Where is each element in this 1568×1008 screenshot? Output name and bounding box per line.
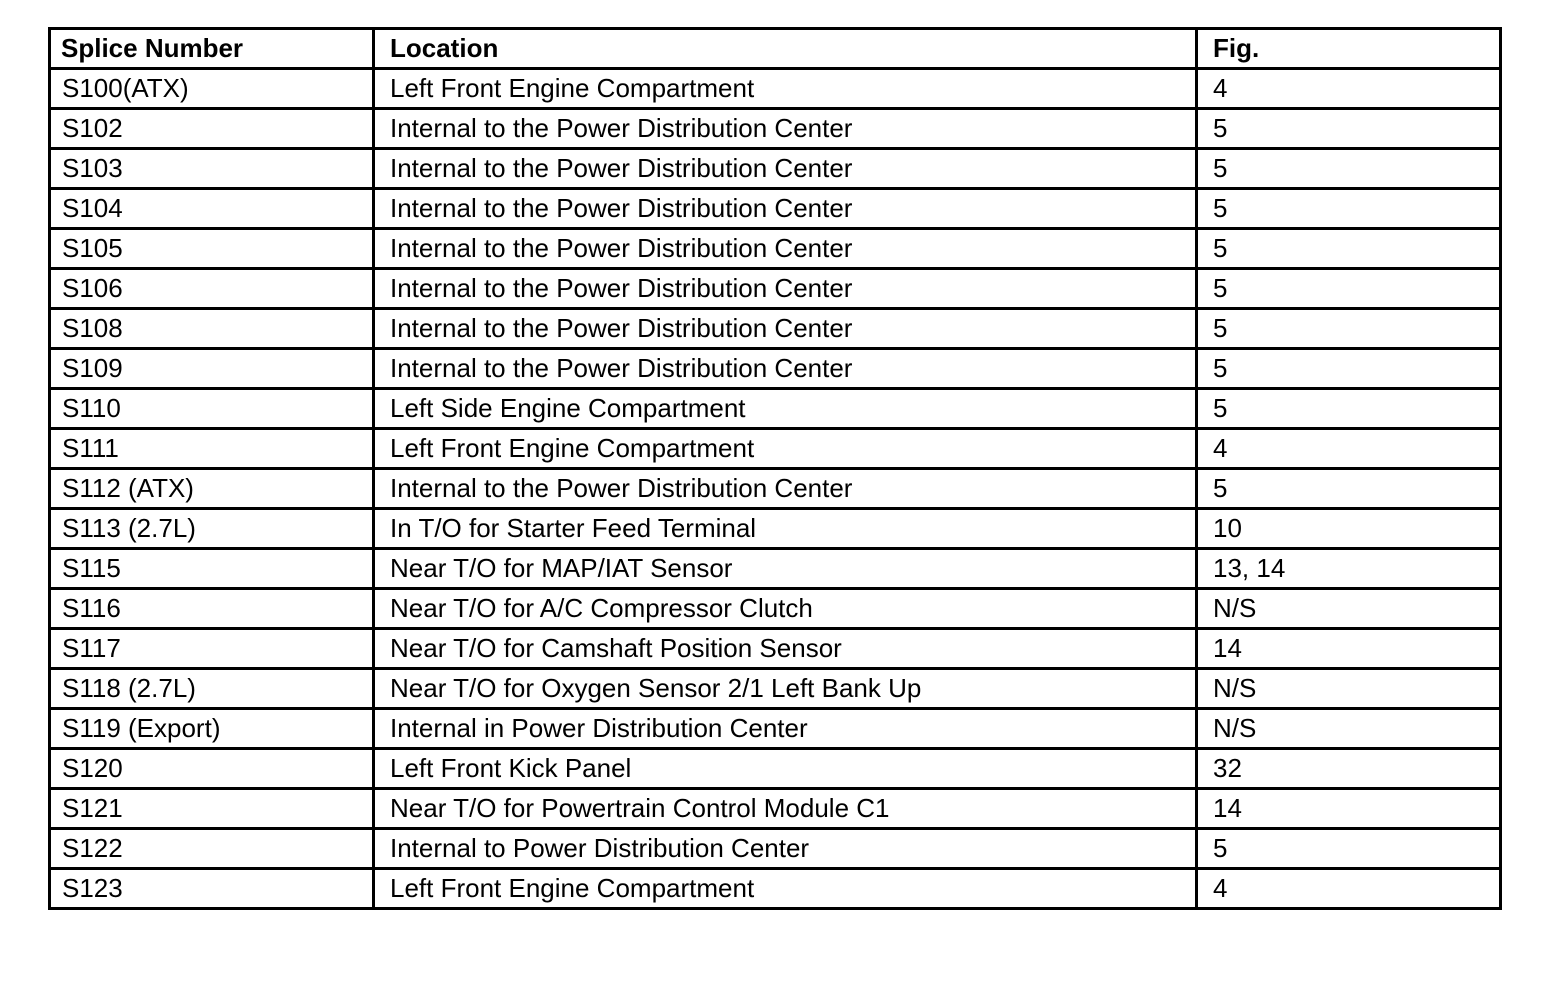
table-row bbox=[50, 629, 1501, 669]
cell-splice-number: S115 bbox=[50, 549, 374, 589]
cell-splice-number: S118 (2.7L) bbox=[50, 669, 374, 709]
cell-location: Left Front Engine Compartment bbox=[374, 869, 1197, 909]
cell-splice-number: S110 bbox=[50, 389, 374, 429]
cell-splice-number: S109 bbox=[50, 349, 374, 389]
cell-splice-number: S108 bbox=[50, 309, 374, 349]
cell-fig: 10 bbox=[1197, 509, 1501, 549]
table-row bbox=[50, 749, 1501, 789]
cell-splice-number: S116 bbox=[50, 589, 374, 629]
cell-splice-number: S104 bbox=[50, 189, 374, 229]
cell-splice-number: S121 bbox=[50, 789, 374, 829]
cell-location: Internal in Power Distribution Center bbox=[374, 709, 1197, 749]
cell-splice-number: S106 bbox=[50, 269, 374, 309]
cell-splice-number: S105 bbox=[50, 229, 374, 269]
cell-fig: 5 bbox=[1197, 109, 1501, 149]
cell-location: Internal to the Power Distribution Center bbox=[374, 149, 1197, 189]
cell-splice-number: S120 bbox=[50, 749, 374, 789]
table-row bbox=[50, 509, 1501, 549]
header-splice-number: Splice Number bbox=[50, 29, 374, 69]
table-row bbox=[50, 69, 1501, 109]
table-row bbox=[50, 229, 1501, 269]
cell-fig: 5 bbox=[1197, 149, 1501, 189]
cell-fig: 5 bbox=[1197, 309, 1501, 349]
table-row bbox=[50, 389, 1501, 429]
cell-fig: 5 bbox=[1197, 349, 1501, 389]
cell-location: Internal to the Power Distribution Center bbox=[374, 309, 1197, 349]
table-row bbox=[50, 349, 1501, 389]
cell-location: In T/O for Starter Feed Terminal bbox=[374, 509, 1197, 549]
table-row bbox=[50, 789, 1501, 829]
table-row bbox=[50, 469, 1501, 509]
cell-location: Near T/O for A/C Compressor Clutch bbox=[374, 589, 1197, 629]
table-row bbox=[50, 149, 1501, 189]
splice-location-table bbox=[48, 27, 1502, 910]
cell-fig: N/S bbox=[1197, 669, 1501, 709]
cell-splice-number: S100(ATX) bbox=[50, 69, 374, 109]
cell-location: Internal to the Power Distribution Center bbox=[374, 349, 1197, 389]
table-row bbox=[50, 669, 1501, 709]
table-row bbox=[50, 549, 1501, 589]
table-row bbox=[50, 309, 1501, 349]
cell-fig: N/S bbox=[1197, 709, 1501, 749]
cell-location: Internal to the Power Distribution Center bbox=[374, 109, 1197, 149]
cell-fig: 5 bbox=[1197, 189, 1501, 229]
cell-fig: 5 bbox=[1197, 229, 1501, 269]
cell-fig: 5 bbox=[1197, 469, 1501, 509]
header-location: Location bbox=[374, 29, 1197, 69]
cell-splice-number: S119 (Export) bbox=[50, 709, 374, 749]
cell-splice-number: S122 bbox=[50, 829, 374, 869]
table-row bbox=[50, 109, 1501, 149]
cell-fig: 5 bbox=[1197, 829, 1501, 869]
cell-splice-number: S103 bbox=[50, 149, 374, 189]
table-row bbox=[50, 589, 1501, 629]
cell-fig: N/S bbox=[1197, 589, 1501, 629]
table-row bbox=[50, 269, 1501, 309]
cell-splice-number: S117 bbox=[50, 629, 374, 669]
cell-splice-number: S111 bbox=[50, 429, 374, 469]
cell-location: Near T/O for MAP/IAT Sensor bbox=[374, 549, 1197, 589]
table-body bbox=[50, 69, 1501, 909]
cell-fig: 4 bbox=[1197, 429, 1501, 469]
table-row bbox=[50, 429, 1501, 469]
cell-location: Left Side Engine Compartment bbox=[374, 389, 1197, 429]
cell-fig: 13, 14 bbox=[1197, 549, 1501, 589]
cell-splice-number: S112 (ATX) bbox=[50, 469, 374, 509]
cell-fig: 32 bbox=[1197, 749, 1501, 789]
cell-fig: 14 bbox=[1197, 789, 1501, 829]
cell-fig: 4 bbox=[1197, 69, 1501, 109]
cell-location: Internal to the Power Distribution Center bbox=[374, 189, 1197, 229]
cell-location: Internal to the Power Distribution Center bbox=[374, 469, 1197, 509]
cell-splice-number: S102 bbox=[50, 109, 374, 149]
header-fig: Fig. bbox=[1197, 29, 1501, 69]
cell-fig: 5 bbox=[1197, 389, 1501, 429]
cell-fig: 4 bbox=[1197, 869, 1501, 909]
cell-location: Left Front Engine Compartment bbox=[374, 429, 1197, 469]
table-row bbox=[50, 829, 1501, 869]
cell-fig: 14 bbox=[1197, 629, 1501, 669]
table-row bbox=[50, 709, 1501, 749]
table-row bbox=[50, 189, 1501, 229]
cell-fig: 5 bbox=[1197, 269, 1501, 309]
cell-location: Near T/O for Camshaft Position Sensor bbox=[374, 629, 1197, 669]
cell-splice-number: S113 (2.7L) bbox=[50, 509, 374, 549]
cell-location: Left Front Kick Panel bbox=[374, 749, 1197, 789]
cell-location: Near T/O for Oxygen Sensor 2/1 Left Bank Up bbox=[374, 669, 1197, 709]
cell-location: Left Front Engine Compartment bbox=[374, 69, 1197, 109]
cell-location: Internal to Power Distribution Center bbox=[374, 829, 1197, 869]
cell-splice-number: S123 bbox=[50, 869, 374, 909]
cell-location: Near T/O for Powertrain Control Module C1 bbox=[374, 789, 1197, 829]
cell-location: Internal to the Power Distribution Center bbox=[374, 229, 1197, 269]
table-row bbox=[50, 869, 1501, 909]
cell-location: Internal to the Power Distribution Center bbox=[374, 269, 1197, 309]
table-header-row bbox=[50, 29, 1501, 69]
